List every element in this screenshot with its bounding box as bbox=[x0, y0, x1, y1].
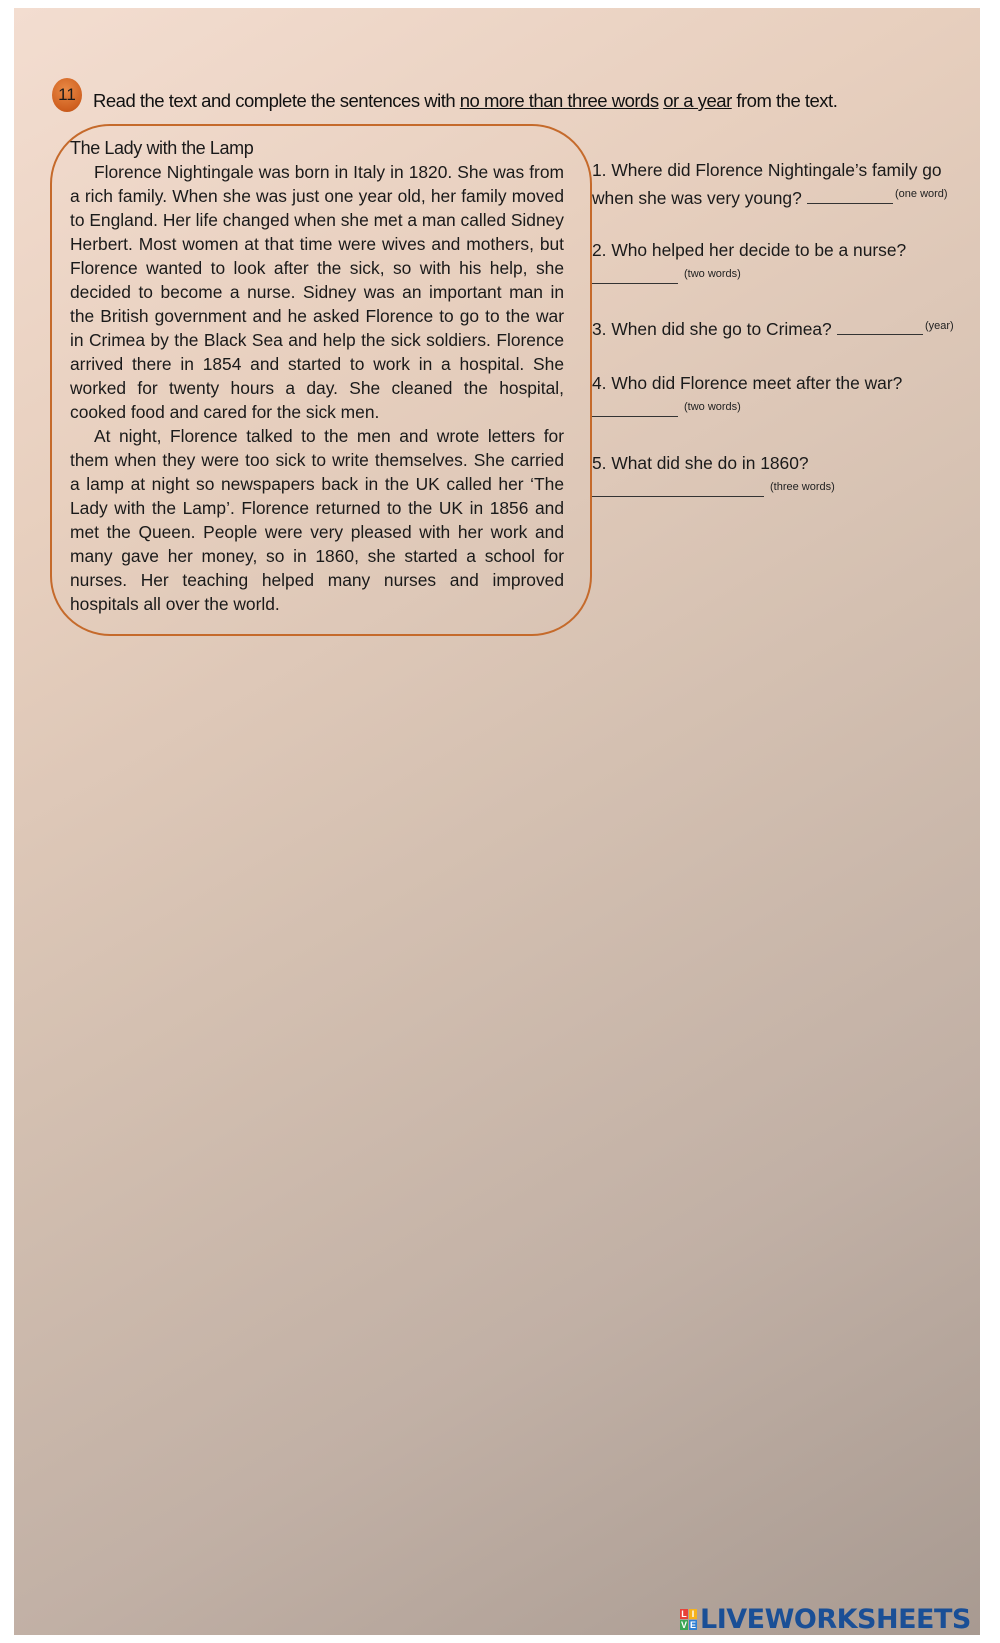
liveworksheets-logo bbox=[680, 1604, 971, 1635]
answer-5-blank[interactable] bbox=[592, 482, 764, 497]
answer-1-blank[interactable] bbox=[807, 189, 893, 204]
logo-mark-letter: I bbox=[689, 1609, 697, 1619]
reading-text bbox=[70, 136, 564, 616]
question-1 bbox=[592, 156, 942, 212]
logo-mark-letter: L bbox=[681, 1609, 687, 1619]
logo-mark-letter: E bbox=[689, 1620, 696, 1630]
question-5-text: 5. What did she do in 1860? bbox=[592, 453, 809, 473]
instruction-underlined-limit: no more than three words bbox=[459, 90, 659, 111]
question-4-text: 4. Who did Florence meet after the war? bbox=[592, 373, 903, 393]
story-title: The Lady with the Lamp bbox=[70, 138, 254, 158]
answer-4-blank[interactable] bbox=[592, 402, 678, 417]
logo-text: LIVEWORKSHEETS bbox=[700, 1604, 971, 1635]
question-5 bbox=[592, 449, 809, 505]
instruction-underlined-year: or a year bbox=[663, 90, 732, 111]
story-paragraph-2: At night, Florence talked to the men and wrote letters for them when they were too sick to write themselves. She carried a lamp at night so newspapers back in the UK called her ‘The Lady with the Lamp’. Florence returned to the UK in 1856 and met the Queen. People were very pleased with her work and many gave her money, so in 1860, she started a school for nurses. Her teaching helped many nurses and improved hospitals all over the world. bbox=[70, 426, 564, 614]
instruction-text-end: from the text. bbox=[731, 90, 838, 111]
question-1-text-cont bbox=[592, 184, 942, 212]
logo-mark-icon bbox=[680, 1609, 697, 1630]
worksheet-page bbox=[14, 8, 980, 1635]
question-1-text: 1. Where did Florence Nightingale’s family go bbox=[592, 160, 942, 180]
question-2-text: 2. Who helped her decide to be a nurse? bbox=[592, 240, 907, 260]
answer-1-hint: (one word) bbox=[895, 188, 948, 200]
answer-3-blank[interactable] bbox=[837, 320, 923, 335]
question-3 bbox=[592, 315, 923, 343]
answer-3-hint: (year) bbox=[925, 320, 954, 332]
question-4 bbox=[592, 369, 902, 425]
story-paragraph-1: Florence Nightingale was born in Italy in 1820. She was from a rich family. When she was just one year old, her family moved to England. Her life changed when she met a man called Sidney Herbert. Most women at that time were wives and mothers, but Florence wanted to look after the sick, so with his help, she decided to become a nurse. Sidney was an important man in the British government and he asked Florence to go to the war in Crimea by the Black Sea and help the sick soldiers. Florence arrived there in 1854 and started to work in a hospital. She worked for twenty hours a day. She cleaned the hospital, cooked food and cared for the sick men. bbox=[70, 162, 565, 422]
question-2 bbox=[592, 236, 906, 292]
answer-2-blank[interactable] bbox=[592, 269, 678, 284]
answer-2-hint: (two words) bbox=[684, 268, 741, 280]
instruction-text-start: Read the text and complete the sentences with bbox=[93, 90, 460, 111]
answer-5-hint: (three words) bbox=[770, 481, 835, 493]
answer-4-hint: (two words) bbox=[684, 401, 741, 413]
question-3-text: 3. When did she go to Crimea? bbox=[592, 319, 832, 339]
logo-mark-letter: V bbox=[680, 1620, 687, 1630]
question-1-text-line2: when she was very young? bbox=[592, 188, 802, 208]
exercise-number-badge: 11 bbox=[52, 78, 82, 112]
exercise-instruction bbox=[93, 90, 837, 112]
